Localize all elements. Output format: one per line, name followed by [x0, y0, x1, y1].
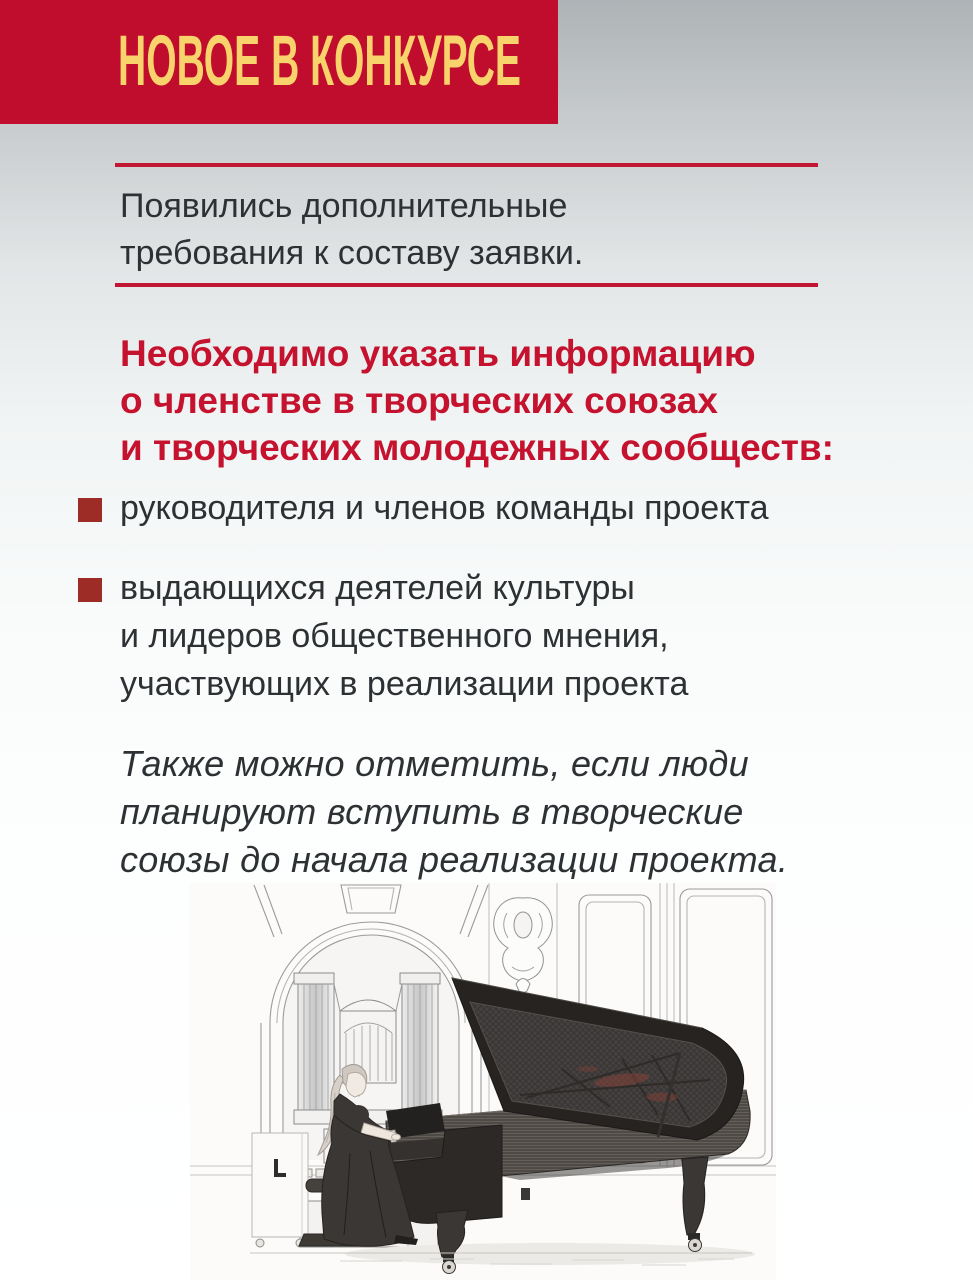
- bullet-1-line-1: руководителя и членов команды проекта: [120, 489, 769, 527]
- intro-text: [120, 183, 583, 277]
- requirement-heading: [120, 330, 834, 471]
- divider-bottom: [115, 283, 818, 287]
- bullet-square-icon: [78, 578, 102, 602]
- heading-line-2: о членстве в творческих союзах: [120, 380, 718, 421]
- bullet-item-2: [120, 564, 688, 708]
- page-title: НОВОЕ В КОНКУРСЕ: [118, 22, 521, 101]
- header-banner: [0, 0, 558, 124]
- bullet-item-1: [120, 484, 769, 532]
- note-text: [120, 740, 788, 884]
- bullet-2-line-3: участвующих в реализации проекта: [120, 665, 689, 703]
- note-line-3: союзы до начала реализации проекта.: [120, 839, 789, 880]
- heading-line-3: и творческих молодежных сообществ:: [120, 427, 834, 468]
- bullet-square-icon: [78, 498, 102, 522]
- intro-line-1: Появились дополнительные: [120, 187, 568, 225]
- organ-bench-side: [252, 1133, 308, 1247]
- piano-organ-illustration: [190, 883, 776, 1280]
- note-line-1: Также можно отметить, если люди: [120, 743, 749, 784]
- divider-top: [115, 163, 818, 167]
- wall-socket: [521, 1188, 530, 1200]
- note-line-2: планируют вступить в творческие: [120, 791, 744, 832]
- intro-line-2: требования к составу заявки.: [120, 234, 584, 272]
- bullet-2-line-2: и лидеров общественного мнения,: [120, 617, 669, 655]
- illustration-panel: [190, 883, 776, 1280]
- heading-line-1: Необходимо указать информацию: [120, 333, 756, 374]
- bullet-2-line-1: выдающихся деятелей культуры: [120, 569, 635, 607]
